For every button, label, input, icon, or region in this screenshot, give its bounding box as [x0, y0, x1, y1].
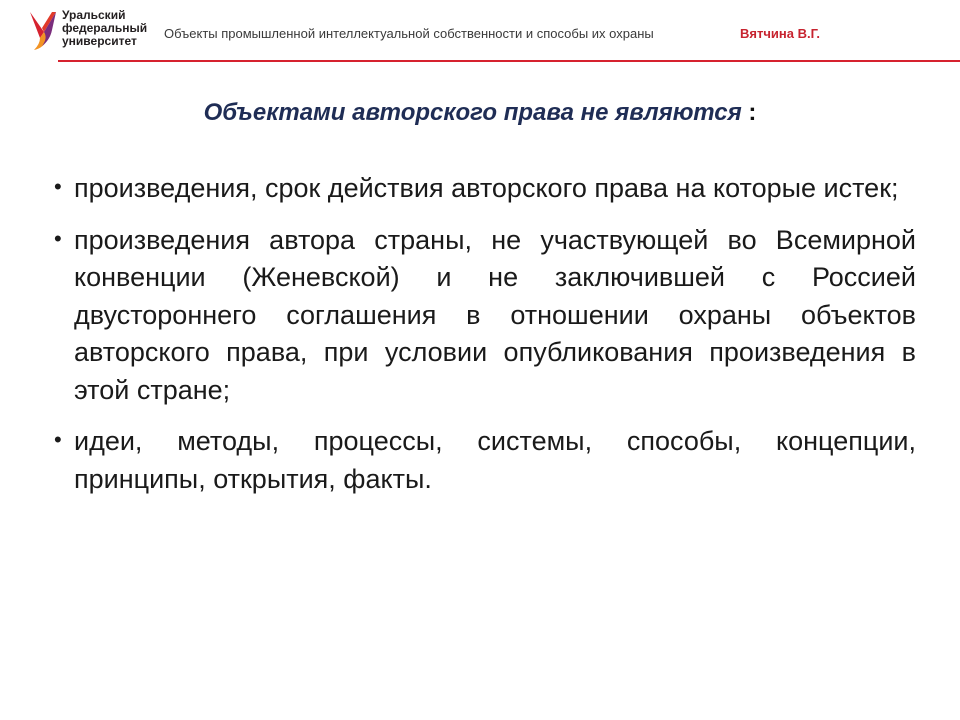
list-item: [54, 222, 916, 410]
university-name: Уральский федеральный университет: [62, 8, 148, 48]
slide-title-text: Объектами авторского права не являются: [203, 99, 742, 126]
header-divider: [58, 60, 960, 62]
author-name: Вятчина В.Г.: [740, 26, 820, 41]
bullet-list: [54, 170, 916, 512]
list-item: [54, 170, 916, 208]
slide-title: [0, 99, 960, 127]
bullet-icon: •: [54, 174, 62, 199]
slide-title-colon: :: [741, 99, 757, 126]
bullet-icon: •: [54, 225, 62, 251]
slide-header: [0, 0, 960, 62]
urfu-logo-icon: [28, 10, 58, 52]
list-item-text: произведения, срок действия авторского права на которые истек;: [74, 173, 899, 203]
list-item: [54, 423, 916, 498]
list-item-text: идеи, методы, процессы, системы, способы, концепции, принципы, открытия, факты.: [74, 426, 916, 494]
list-item-text: произведения автора страны, не участвующей во Всемирной конвенции (Женевской) и не заключившей с Россией двустороннего соглашения в отношении охраны объектов авторского права, при условии опубликования произведения в этой стране;: [74, 224, 916, 405]
course-title: Объекты промышленной интеллектуальной собственности и способы их охраны: [164, 26, 654, 41]
bullet-icon: •: [54, 427, 62, 452]
